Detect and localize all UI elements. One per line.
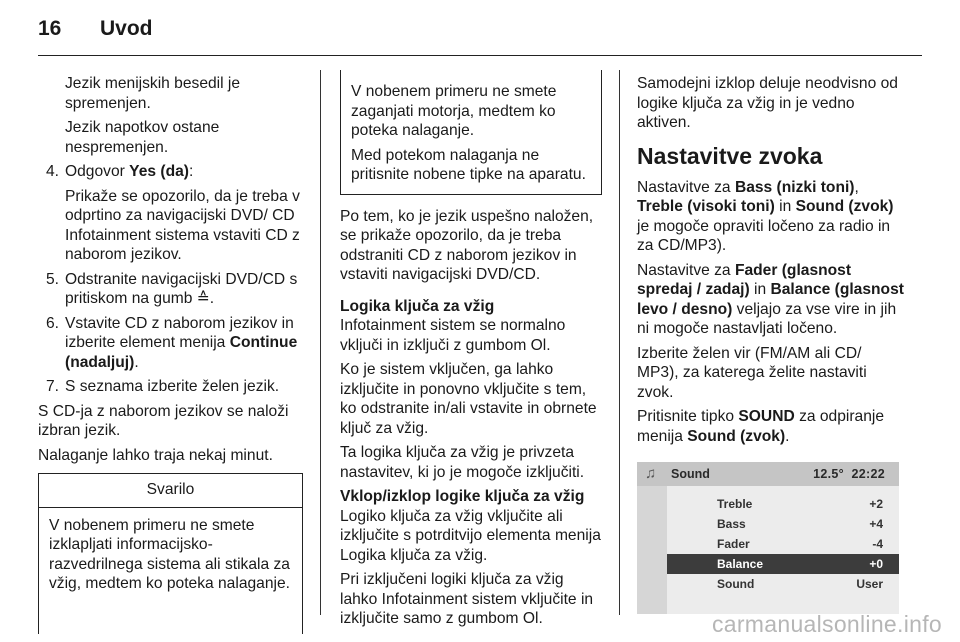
menu-row-sound: Sound User	[717, 577, 883, 591]
paragraph: Ko je sistem vključen, ga lahko izključite in ponovno vključite s tem, ko odstranite in/ali vstavite in obrnete ključ za vžig.	[340, 361, 597, 437]
paragraph: Pritisnite tipko SOUND za odpiranje menija Sound (zvok).	[637, 408, 885, 445]
screen-status: 12.5° 22:22	[813, 467, 885, 481]
subheading: Logika ključa za vžig	[340, 297, 495, 315]
screen-sidebar	[637, 486, 667, 614]
menu-row-bass: Bass +4	[717, 517, 883, 531]
page-title: Uvod	[100, 17, 153, 40]
screen-title: Sound	[671, 467, 710, 481]
paragraph: Izberite želen vir (FM/AM ali CD/ MP3), za katerega želite nastaviti zvok.	[637, 344, 867, 401]
column-divider	[619, 70, 620, 615]
list-item: 7. S seznama izberite želen jezik.	[45, 378, 280, 395]
section-title: Nastavitve zvoka	[637, 142, 823, 169]
paragraph: Ta logika ključa za vžig je privzeta nastavitev, ki jo je mogoče izključiti.	[340, 444, 585, 481]
menu-row-fader: Fader -4	[717, 537, 883, 551]
list-item: 4. Odgovor Yes (da):	[45, 163, 194, 180]
warning-text: V nobenem primeru ne smete zaganjati motorja, medtem ko poteka nalaganje.	[351, 83, 557, 139]
paragraph: Prikaže se opozorilo, da je treba v odprtino za navigacijski DVD/ CD Infotainment sistema vstaviti CD z naborom jezikov.	[65, 187, 300, 263]
list-item: 6. Vstavite CD z naborom jezikov in izberite element menija Continue (nadaljuj).	[45, 314, 298, 371]
page-header	[38, 17, 153, 41]
column-2	[340, 74, 602, 634]
menu-row-treble: Treble +2	[717, 497, 883, 511]
page-number: 16	[38, 17, 62, 40]
watermark: carmanualsonline.info	[711, 611, 942, 637]
subheading: Vklop/izklop logike ključa za vžig	[340, 488, 585, 505]
screen-title-bar	[637, 462, 899, 486]
warning-box	[38, 473, 303, 634]
warning-box-continued	[340, 70, 602, 195]
paragraph: Nastavitve za Bass (nizki toni), Treble (visoki toni) in Sound (zvok) je mogoče opraviti ločeno za radio in za CD/MP3).	[637, 178, 894, 254]
paragraph: Infotainment sistem se normalno vključi in izključi z gumbom Ol.	[340, 317, 566, 354]
list-item: 5. Odstranite navigacijski DVD/CD s pritiskom na gumb ≙.	[45, 270, 298, 307]
column-1	[38, 74, 303, 634]
header-rule	[38, 55, 922, 56]
paragraph: S CD-ja z naborom jezikov se naloži izbran jezik.	[38, 402, 289, 439]
warning-text: Med potekom nalaganja ne pritisnite nobene tipke na aparatu.	[351, 146, 586, 183]
paragraph: Nalaganje lahko traja nekaj minut.	[38, 446, 273, 464]
column-divider	[320, 70, 321, 615]
sound-menu-screenshot	[637, 462, 899, 614]
paragraph: Jezik menijskih besedil je spremenjen.	[65, 75, 241, 112]
paragraph: Nastavitve za Fader (glasnost spredaj / zadaj) in Balance (glasnost levo / desno) veljajo za vse vire in jih ni mogoče nastavljati ločeno.	[637, 261, 904, 337]
music-note-icon: ♫	[645, 465, 657, 482]
paragraph: Samodejni izklop deluje neodvisno od logike ključa za vžig in je vedno aktiven.	[637, 75, 898, 131]
column-3	[637, 74, 907, 614]
paragraph: Pri izključeni logiki ključa za vžig lahko Infotainment sistem vključite in izključite samo z gumbom Ol.	[340, 571, 594, 627]
paragraph: Jezik napotkov ostane nespremenjen.	[65, 119, 220, 156]
warning-text: V nobenem primeru ne smete izklapljati informacijsko-razvedrilnega sistema ali stikala za vžig, medtem ko poteka nalaganje.	[49, 516, 290, 592]
menu-row-balance-selected: Balance +0	[667, 554, 899, 574]
paragraph: Po tem, ko je jezik uspešno naložen, se prikaže opozorilo, da je treba odstraniti CD z naborom jezikov in vstaviti navigacijski DVD/CD.	[340, 207, 594, 283]
paragraph: Logiko ključa za vžig vključite ali izključite s potrditvijo elementa menija Logika ključa za vžig.	[340, 507, 601, 564]
warning-title: Svarilo	[39, 474, 302, 508]
